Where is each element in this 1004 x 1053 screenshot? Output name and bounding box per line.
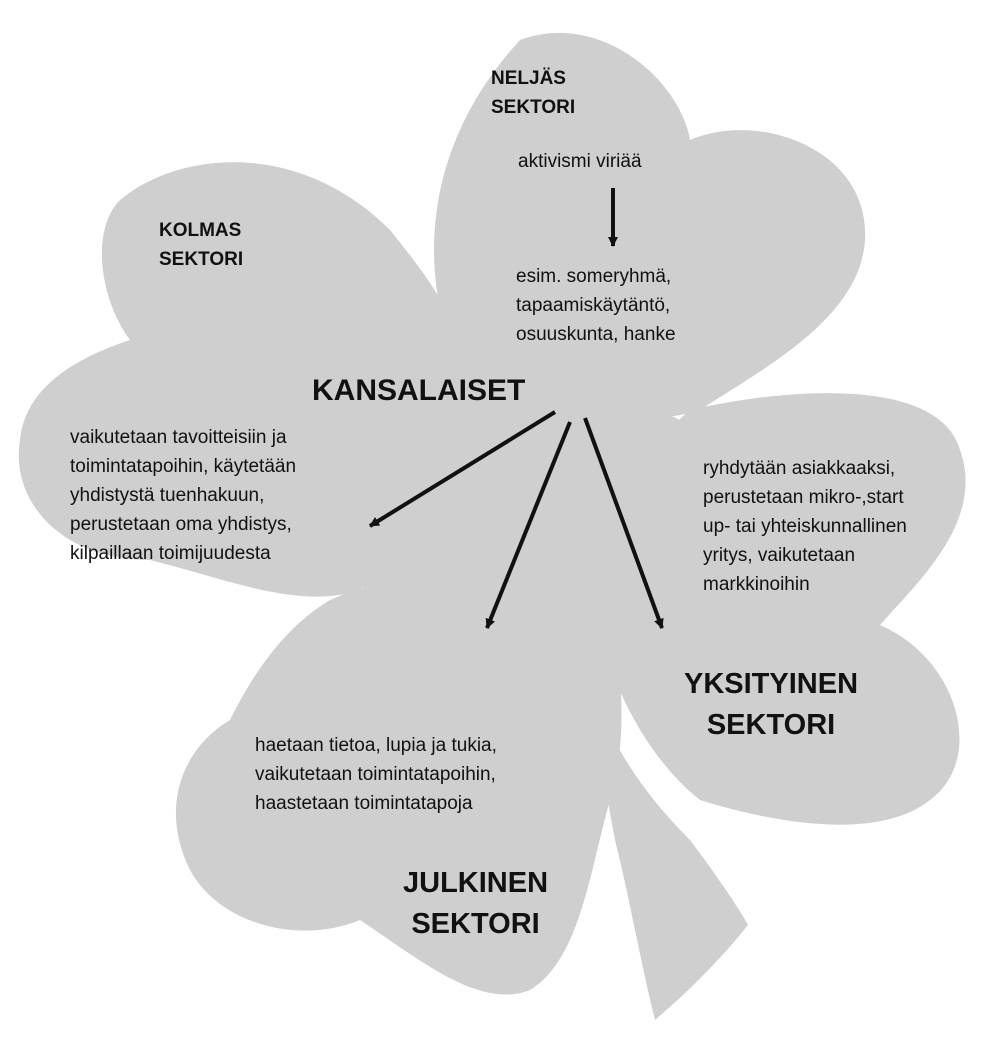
neljas-sektori-title xyxy=(491,64,575,122)
yksityinen-action-line: yritys, vaikutetaan xyxy=(703,545,856,566)
kolmas-action-line: vaikutetaan tavoitteisiin ja xyxy=(70,427,287,448)
julkinen-actions xyxy=(255,731,497,818)
julkinen-title-line: SEKTORI xyxy=(411,908,540,940)
neljas-title-line: NELJÄS xyxy=(491,68,566,89)
kolmas-actions xyxy=(70,423,296,568)
kolmas-title-line: SEKTORI xyxy=(159,249,244,270)
center-label: KANSALAISET xyxy=(312,374,526,407)
julkinen-action-line: haastetaan toimintatapoja xyxy=(255,793,473,814)
kolmas-action-line: yhdistystä tuenhakuun, xyxy=(70,485,265,506)
yksityinen-action-line: up- tai yhteiskunnallinen xyxy=(703,516,907,537)
julkinen-action-line: haetaan tietoa, lupia ja tukia, xyxy=(255,735,497,756)
yksityinen-actions xyxy=(703,454,907,599)
neljas-example-line: esim. someryhmä, xyxy=(516,266,672,287)
kolmas-title-line: KOLMAS xyxy=(159,220,242,241)
yksityinen-sektori-title xyxy=(684,664,858,746)
kolmas-action-line: toimintatapoihin, käytetään xyxy=(70,456,297,477)
yksityinen-action-line: markkinoihin xyxy=(703,574,810,595)
clover-center xyxy=(360,372,681,640)
neljas-example-line: osuuskunta, hanke xyxy=(516,324,676,345)
neljas-trigger-text: aktivismi viriää xyxy=(518,151,642,172)
julkinen-title-line: JULKINEN xyxy=(403,867,549,899)
kolmas-sektori-title xyxy=(159,216,243,274)
yksityinen-title-line: SEKTORI xyxy=(706,709,836,741)
neljas-examples xyxy=(516,262,676,349)
julkinen-sektori-title xyxy=(403,863,548,945)
julkinen-action-line: vaikutetaan toimintatapoihin, xyxy=(255,764,496,785)
kolmas-action-line: perustetaan oma yhdistys, xyxy=(70,514,292,535)
neljas-example-line: tapaamiskäytäntö, xyxy=(516,295,671,316)
yksityinen-action-line: perustetaan mikro-,start xyxy=(703,487,904,508)
neljas-title-line: SEKTORI xyxy=(491,97,576,118)
yksityinen-action-line: ryhdytään asiakkaaksi, xyxy=(703,458,896,479)
kolmas-action-line: kilpaillaan toimijuudesta xyxy=(70,543,271,564)
yksityinen-title-line: YKSITYINEN xyxy=(684,668,859,700)
